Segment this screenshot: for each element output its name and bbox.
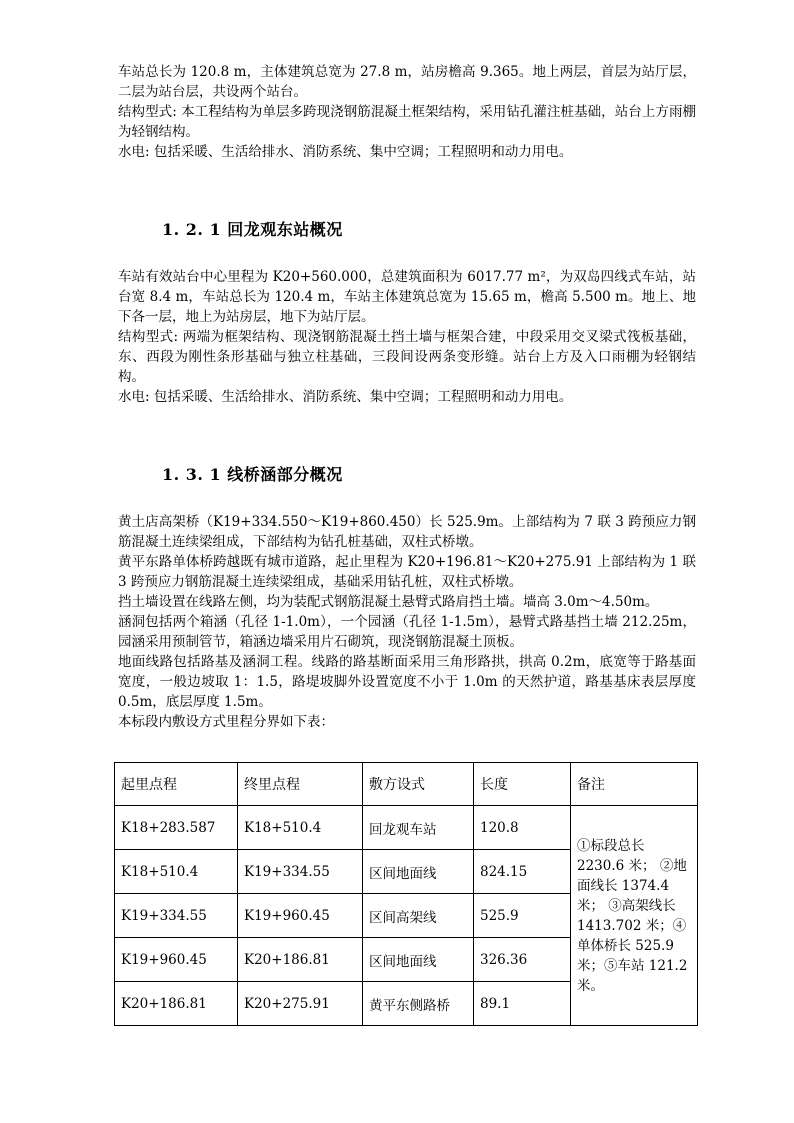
paragraph: 黄平东路单体桥跨越既有城市道路，起止里程为 K20+196.81～K20+275.91 上部结构为 1 联 3 跨预应力钢筋混凝土连续梁组成，基础采用钻孔桩，双柱式桥墩。 xyxy=(118,554,696,590)
table-cell: 824.15 xyxy=(474,850,571,894)
paragraph: 黄土店高架桥（K19+334.550～K19+860.450）长 525.9m。上部结构为 7 联 3 跨预应力钢筋混凝土连续梁组成，下部结构为钻孔桩基础，双柱式桥墩。 xyxy=(118,514,696,550)
table-cell: K18+510.4 xyxy=(115,850,238,894)
table-cell: K19+334.55 xyxy=(115,894,238,938)
header-cell: 长度 xyxy=(474,763,571,806)
paragraph: 水电: 包括采暖、生活给排水、消防系统、集中空调；工程照明和动力用电。 xyxy=(118,144,573,160)
table-cell: 区间地面线 xyxy=(363,850,474,894)
header-cell: 敷方设式 xyxy=(363,763,474,806)
paragraph: 结构型式: 本工程结构为单层多跨现浇钢筋混凝土框架结构，采用钻孔灌注桩基础，站台上方雨棚为轻钢结构。 xyxy=(118,104,696,140)
table-header-row xyxy=(115,763,698,806)
table-cell: K18+283.587 xyxy=(115,806,238,850)
table-cell: K19+960.45 xyxy=(115,938,238,982)
laying-method-table xyxy=(114,762,698,1026)
paragraph: 挡土墙设置在线路左侧，均为装配式钢筋混凝土悬臂式路肩挡土墙。墙高 3.0m～4.50m。 xyxy=(118,594,659,610)
table-cell: K18+510.4 xyxy=(238,806,363,850)
table-cell: 89.1 xyxy=(474,982,571,1026)
header-cell: 备注 xyxy=(571,763,698,806)
table-cell: 326.36 xyxy=(474,938,571,982)
section-1-body xyxy=(118,267,696,407)
table-cell: K19+334.55 xyxy=(238,850,363,894)
table-row xyxy=(115,806,698,850)
table-cell: K20+186.81 xyxy=(238,938,363,982)
paragraph: 本标段内敷设方式里程分界如下表： xyxy=(118,714,334,730)
paragraph: 结构型式: 两端为框架结构、现浇钢筋混凝土挡土墙与框架合建，中段采用交叉梁式筏板基础，东、西段为刚性条形基础与独立柱基础，三段间设两条变形缝。站台上方及入口雨棚为轻钢结构。 xyxy=(118,329,696,385)
table-cell: K19+960.45 xyxy=(238,894,363,938)
paragraph: 涵洞包括两个箱涵（孔径 1-1.0m），一个园涵（孔径 1-1.5m），悬臂式路基挡土墙 212.25m，园涵采用预制管节，箱涵边墙采用片石砌筑，现浇钢筋混凝土顶板。 xyxy=(118,614,696,650)
paragraph: 车站有效站台中心里程为 K20+560.000，总建筑面积为 6017.77 m²，为双岛四线式车站，站台宽 8.4 m，车站总长为 120.4 m，车站主体建筑总宽为 15.65 m，檐高 5.500 m。地上、地下各一层，地上为站房层，地下为站厅层。 xyxy=(118,269,696,325)
header-cell: 终里点程 xyxy=(238,763,363,806)
paragraph: 地面线路包括路基及涵洞工程。线路的路基断面采用三角形路拱，拱高 0.2m，底宽等于路基面宽度，一般边坡取 1：1.5，路堤坡脚外设置宽度不小于 1.0m 的天然护道，路基基床表层厚度 0.5m，底层厚度 1.5m。 xyxy=(118,654,696,710)
remarks-cell: ①标段总长 2230.6 米； ②地面线长 1374.4 米； ③高架线长 1413.702 米；④单体桥长 525.9 米；⑤车站 121.2 米。 xyxy=(571,806,698,1026)
section-heading: 1. 2. 1 回龙观东站概况 xyxy=(162,220,343,239)
table-cell: K20+186.81 xyxy=(115,982,238,1026)
section-2-body xyxy=(118,512,696,732)
table-cell: 525.9 xyxy=(474,894,571,938)
paragraph: 车站总长为 120.8 m，主体建筑总宽为 27.8 m，站房檐高 9.365。地上两层，首层为站厅层，二层为站台层，共设两个站台。 xyxy=(118,64,696,100)
table-cell: 区间高架线 xyxy=(363,894,474,938)
table-cell: K20+275.91 xyxy=(238,982,363,1026)
table-cell: 区间地面线 xyxy=(363,938,474,982)
section-heading: 1. 3. 1 线桥涵部分概况 xyxy=(162,465,343,484)
table-cell: 120.8 xyxy=(474,806,571,850)
section-0-body xyxy=(118,62,696,162)
paragraph: 水电: 包括采暖、生活给排水、消防系统、集中空调；工程照明和动力用电。 xyxy=(118,389,573,405)
header-cell: 起里点程 xyxy=(115,763,238,806)
table-cell: 黄平东侧路桥 xyxy=(363,982,474,1026)
table-cell: 回龙观车站 xyxy=(363,806,474,850)
